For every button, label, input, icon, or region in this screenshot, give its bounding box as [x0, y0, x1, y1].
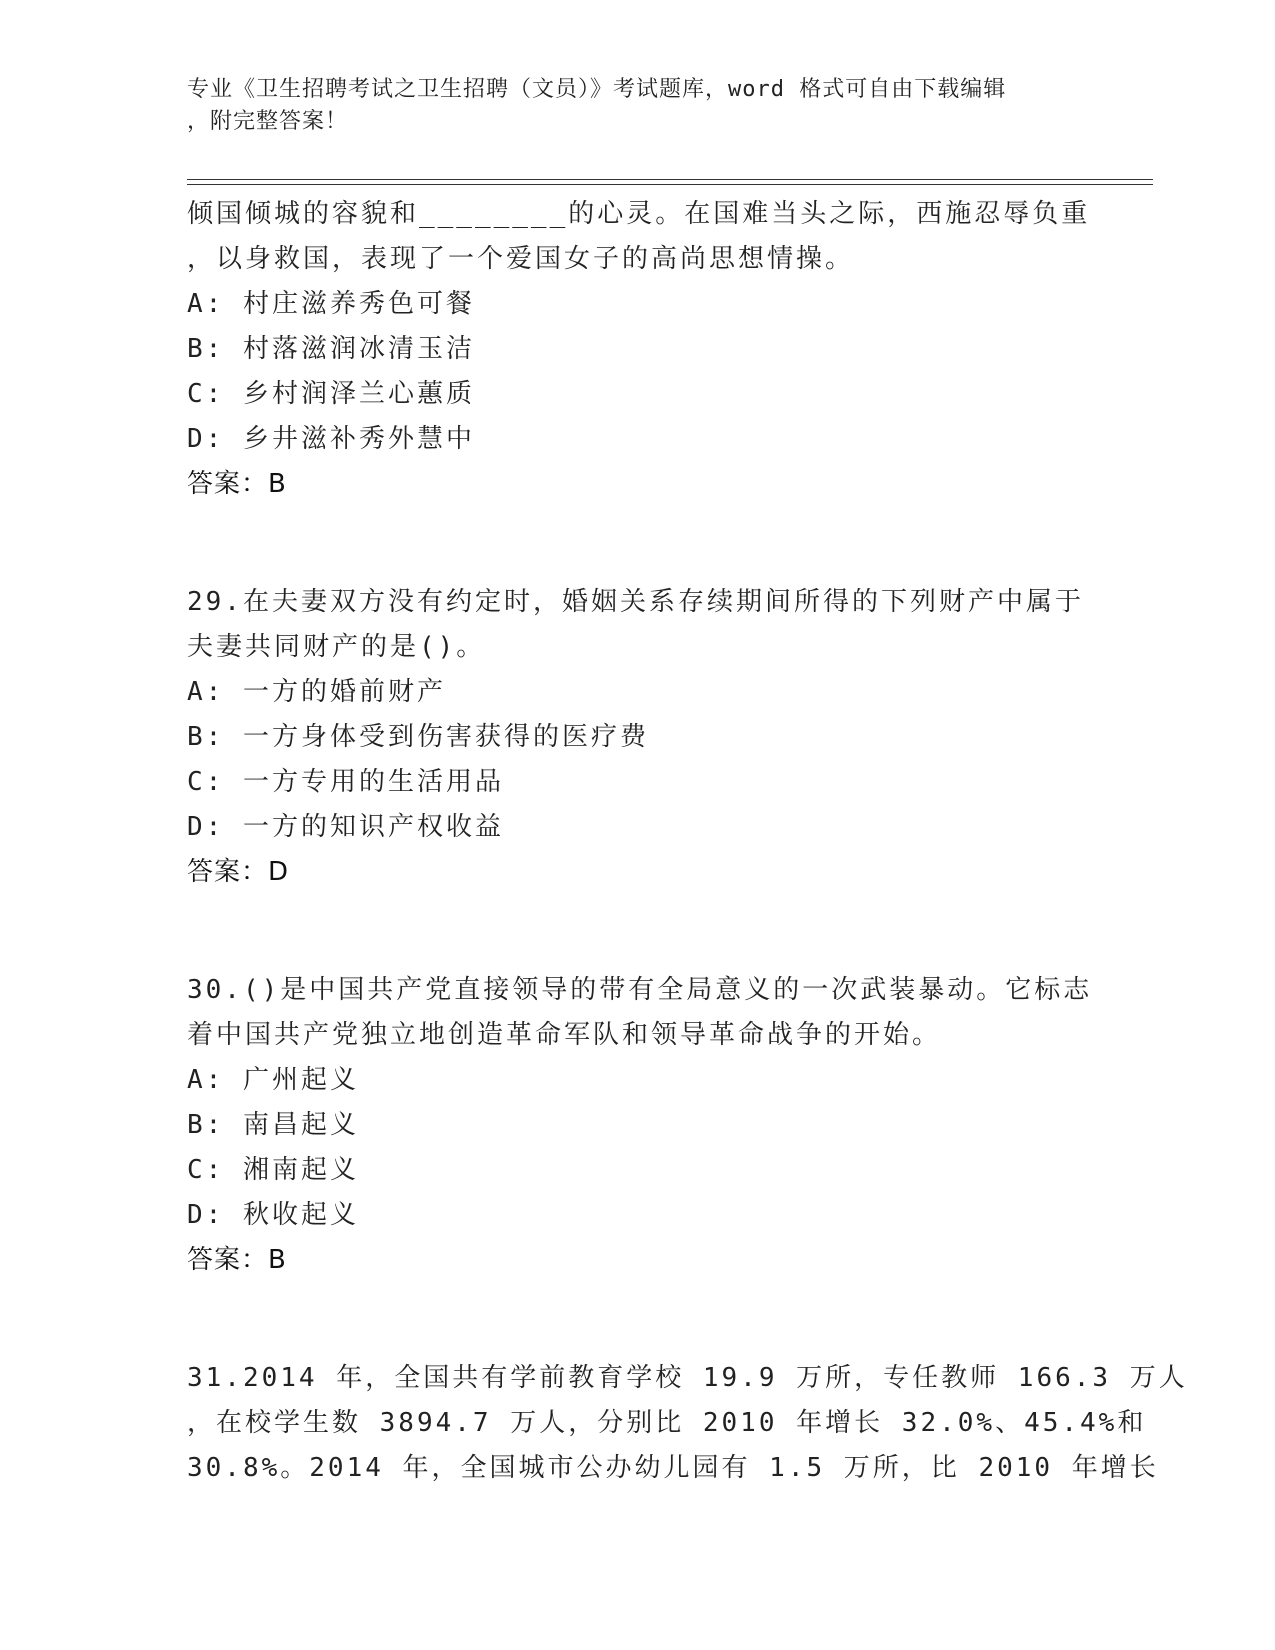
question-30 [187, 968, 1093, 1283]
question-28 [187, 192, 1091, 507]
question-stem-line: 30.()是中国共产党直接领导的带有全局意义的一次武装暴动。它标志 [187, 975, 1093, 1005]
option-c: C: 湘南起义 [187, 1155, 359, 1185]
header-line-1: 专业《卫生招聘考试之卫生招聘（文员）》考试题库，word 格式可自由下载编辑 [187, 77, 1007, 102]
option-a: A: 广州起义 [187, 1065, 359, 1095]
question-stem-line: 夫妻共同财产的是()。 [187, 632, 486, 662]
option-d: D: 乡井滋补秀外慧中 [187, 424, 475, 454]
header-rule-bottom [187, 184, 1153, 185]
question-stem-line: 倾国倾城的容貌和________的心灵。在国难当头之际，西施忍辱负重 [187, 199, 1091, 229]
question-list [187, 192, 1188, 1491]
question-29 [187, 580, 1087, 895]
answer-label: 答案：B [187, 469, 287, 499]
question-31 [187, 1356, 1188, 1491]
option-b: B: 南昌起义 [187, 1110, 359, 1140]
option-c: C: 一方专用的生活用品 [187, 767, 504, 797]
header-line-2: ，附完整答案！ [187, 109, 349, 134]
option-b: B: 村落滋润冰清玉洁 [187, 334, 475, 364]
option-a: A: 一方的婚前财产 [187, 677, 446, 707]
option-b: B: 一方身体受到伤害获得的医疗费 [187, 722, 649, 752]
question-stem-line: 29.在夫妻双方没有约定时，婚姻关系存续期间所得的下列财产中属于 [187, 587, 1084, 617]
document-header [187, 74, 1087, 138]
option-d: D: 秋收起义 [187, 1200, 359, 1230]
answer-label: 答案：D [187, 857, 290, 887]
option-c: C: 乡村润泽兰心蕙质 [187, 379, 475, 409]
option-d: D: 一方的知识产权收益 [187, 812, 504, 842]
answer-label: 答案：B [187, 1245, 287, 1275]
option-a: A: 村庄滋养秀色可餐 [187, 289, 475, 319]
header-rule-top [187, 179, 1153, 180]
question-stem-line: 31.2014 年，全国共有学前教育学校 19.9 万所，专任教师 166.3 万人 [187, 1363, 1188, 1393]
question-stem-line: 30.8%。2014 年，全国城市公办幼儿园有 1.5 万所，比 2010 年增长 [187, 1453, 1159, 1483]
question-stem-line: 着中国共产党独立地创造革命军队和领导革命战争的开始。 [187, 1020, 942, 1050]
question-stem-line: ，以身救国，表现了一个爱国女子的高尚思想情操。 [187, 244, 855, 274]
question-stem-line: ，在校学生数 3894.7 万人，分别比 2010 年增长 32.0%、45.4%和 [187, 1408, 1147, 1438]
